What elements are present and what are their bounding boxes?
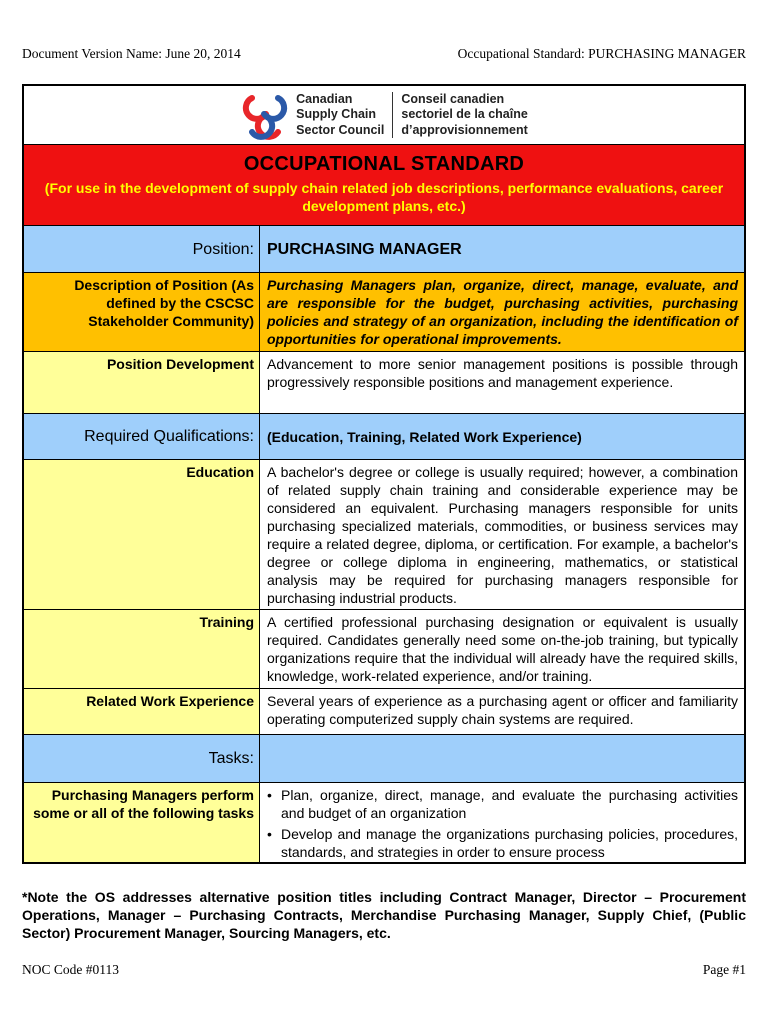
education-value: A bachelor's degree or college is usually required; however, a combination of related supply chain training and considerable experience may be considered an equivalent. Purchasing managers responsible for units purchasing specialized materials, commodities, or business services may require a related degree, diploma, or certification. For example, a bachelor's degree or college diploma in engineering, mathematics, or statistical analysis may be required for purchasing managers responsible for purchasing industrial products. (260, 460, 744, 609)
council-logo (24, 86, 744, 145)
position-label: Position: (24, 226, 260, 272)
education-label: Education (24, 460, 260, 609)
occupational-standard-header: Occupational Standard: PURCHASING MANAGER (457, 46, 746, 61)
position-value: PURCHASING MANAGER (260, 226, 744, 272)
required-qualifications-row (24, 414, 744, 460)
noc-code: NOC Code #0113 (22, 962, 119, 977)
position-development-value: Advancement to more senior management positions is possible through progressively responsible positions and management experience. (260, 352, 744, 413)
document-version: Document Version Name: June 20, 2014 (22, 46, 241, 61)
tasks-row (24, 783, 744, 862)
tasks-list-cell (260, 783, 744, 862)
logo-french-name: Conseil canadien sectoriel de la chaîne d’approvisionnement (401, 91, 528, 137)
position-development-row (24, 352, 744, 414)
related-work-experience-value: Several years of experience as a purchasing agent or officer and familiarity operating computerized supply chain systems are required. (260, 689, 744, 734)
tasks-header-empty (260, 735, 744, 782)
task-item: • Develop and manage the organizations purchasing policies, procedures, standards, and strategies in order to ensure process (267, 826, 738, 860)
description-row (24, 273, 744, 352)
bullet-icon: • (267, 787, 272, 803)
training-label: Training (24, 610, 260, 688)
position-row (24, 226, 744, 273)
position-development-label: Position Development (24, 352, 260, 413)
document-title: OCCUPATIONAL STANDARD (243, 153, 525, 175)
alternative-titles-note: *Note the OS addresses alternative position titles including Contract Manager, Director – Procurement Operations, Manager – Purchasing Contracts, Merchandise Purchasing Manager, Supply Chief, (Public Sector) Procurement Manager, Sourcing Managers, etc. (22, 889, 746, 941)
related-work-experience-row (24, 689, 744, 735)
description-label: Description of Position (As defined by the CSCSC Stakeholder Community) (24, 273, 260, 351)
related-work-experience-label: Related Work Experience (24, 689, 260, 734)
page-number: Page #1 (702, 962, 746, 977)
title-banner (24, 145, 744, 226)
tasks-header-row (24, 735, 744, 783)
tasks-list (267, 786, 738, 861)
required-qualifications-value: (Education, Training, Related Work Experience) (260, 414, 744, 459)
occupational-standard-table (22, 84, 746, 864)
logo-divider (392, 92, 393, 138)
supply-chain-logo-icon (240, 90, 290, 140)
required-qualifications-label: Required Qualifications: (24, 414, 260, 459)
tasks-perform-label: Purchasing Managers perform some or all of the following tasks (24, 783, 260, 862)
training-value: A certified professional purchasing designation or equivalent is usually required. Candidates generally need some on-the-job training, but typically organizations require that the individual will already have the required skills, knowledge, work-related experience, and/or training. (260, 610, 744, 688)
training-row (24, 610, 744, 689)
logo-english-name: Canadian Supply Chain Sector Council (296, 91, 385, 137)
education-row (24, 460, 744, 610)
task-item: • Plan, organize, direct, manage, and evaluate the purchasing activities and budget of an organization (267, 787, 738, 821)
tasks-label: Tasks: (24, 735, 260, 782)
description-value: Purchasing Managers plan, organize, direct, manage, evaluate, and are responsible for the budget, purchasing activities, purchasing policies and strategy of an organization, including the identification of opportunities for operational improvements. (260, 273, 744, 351)
document-subtitle: (For use in the development of supply chain related job descriptions, performance evaluations, career development plans, etc.) (44, 180, 724, 214)
bullet-icon: • (267, 826, 272, 842)
